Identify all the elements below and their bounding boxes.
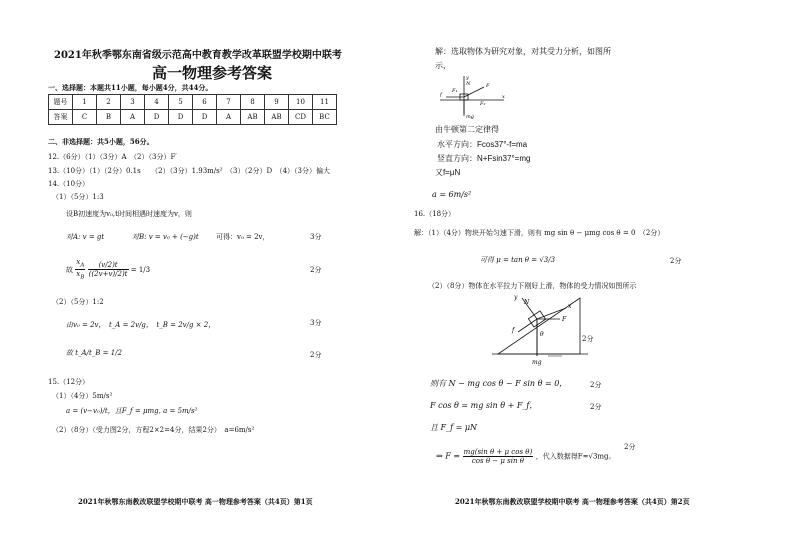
eq4-suffix: ，代入数据得F=√3mg。 [535,452,616,461]
eq4-fraction [463,448,534,465]
q14-eq-b: 对B: v = v₀ + (−g)t [132,233,199,241]
newton-label: 由牛顿第二定律得 [435,125,499,134]
q15-part1: （1）（4分）5m/s² [52,392,113,400]
table-cell: 8 [241,95,265,110]
eq2: F cos θ = mg sin θ + F_f， [430,401,538,410]
score: 2分 [670,257,682,265]
force-label: F₂ [480,101,486,107]
table-cell: 题号 [49,95,73,110]
score: 2分 [624,443,636,451]
force-diagram-2 [488,290,598,370]
eq3: 且 F_f = μN [430,423,478,432]
page-subtitle: 高一物理参考答案 [152,65,273,82]
q16-part1-result: 可得 μ = tan θ = √3/3 [480,256,556,264]
force-label: mg [532,359,542,366]
q14-part2: （2）（5分）1:2 [52,298,104,306]
ratio-result: = 1/3 [130,265,151,274]
score: 3分 [310,233,322,241]
axis-label: x [568,303,572,310]
force-label: mg [466,114,474,120]
q14-part1: （1）（5分）1:3 [52,193,104,201]
table-cell: D [193,110,217,125]
force-label: f [440,92,442,98]
q15-part2: （2）（8分）（受力图2分，方程2×2=4分，结果2分） a=6m/s² [52,426,255,434]
q14-ratio2: 故 t_A/t_B = 1/2 [66,349,122,357]
q16-part2: （2）（8分）物体在水平拉力下刚好上滑，物体的受力情况如图所示 [428,282,637,290]
q14-ratio [66,258,150,282]
table-cell: 1 [73,95,97,110]
eq4-denominator: cos θ − μ sin θ [471,457,524,465]
table-cell: BC [313,110,337,125]
ratio-fraction: $\frac{x_A}{x_B}$ [76,258,85,281]
table-cell: 10 [289,95,313,110]
q14-eq-a: 对A: v = gt [66,233,105,241]
footer-right: 2021年秋鄂东南教改联盟学校期中联考 高一物理参考答案（共4页）第2页 [455,497,690,506]
q14-eq-c: 可得：v₀ = 2v， [216,233,270,241]
q12-answer: 12.（6分）（1）（3分）A （2）（3分）F′ [48,153,177,161]
table-cell: AB [241,110,265,125]
q16-part1: 解：（1）（4分）物块开始匀速下滑，则有 mg sin θ − μmg cos θ = 0 （2分） [414,229,665,237]
vertical-eq: 竖直方向：N+Fsin37°=mg [437,154,531,163]
table-cell: 2 [97,95,121,110]
table-cell: 9 [265,95,289,110]
table-cell: 4 [145,95,169,110]
table-cell: D [145,110,169,125]
force-label: N [524,299,530,306]
eq1: 则有 N − mg cos θ − F sin θ = 0， [430,379,568,388]
score: 2分 [582,335,594,343]
q15-heading: 15.（12分） [48,378,90,386]
friction-arrow [518,319,537,332]
table-row [49,110,337,125]
table-cell: A [217,110,241,125]
score: 2分 [590,381,602,389]
friction-eq: 又f=μN [435,168,461,177]
intro-line1: 解：选取物体为研究对象，对其受力分析，如图所 [435,47,611,56]
table-cell: D [169,110,193,125]
q14-heading: 14.（10分） [48,180,90,188]
table-cell: B [97,110,121,125]
q13-answer: 13.（10分）（1）（2分）0.1s （2）（3分）1.93m/s² （3）（2分）D （4）（3分）偏大 [48,167,330,175]
q14-eq-d: 由v₀ = 2v， t_A = 2v/g， t_B = 2v/g × 2， [66,321,216,329]
force-label: N [466,81,471,87]
score: 3分 [310,319,322,327]
force-diagram-1 [432,72,512,122]
score: 2分 [590,403,602,411]
eq4-prefix: ⇒ F = [436,451,461,461]
axis-label: y [514,294,518,301]
table-cell: 7 [217,95,241,110]
score: 2分 [310,266,322,274]
force-label: F [562,316,567,323]
q14-setup: 设B初速度为v₀,t时间相遇时速度为v，则 [66,210,192,218]
table-cell: CD [289,110,313,125]
axis-label: y [466,75,469,81]
header-title: 2021年秋季鄂东南省级示范高中教育教学改革联盟学校期中联考 [54,50,342,61]
section2-heading: 二、非选择题：共5小题，56分。 [48,137,154,146]
eq4 [436,448,616,465]
force-label: f [512,327,515,334]
q16-heading: 16.（18分） [414,210,456,218]
table-cell: 5 [169,95,193,110]
force-f-arrow [464,87,484,97]
table-cell: C [73,110,97,125]
force-label: F [486,83,490,89]
intro-line2: 示， [435,61,451,70]
table-cell: 11 [313,95,337,110]
table-cell: A [121,110,145,125]
horizontal-eq: 水平方向：Fcos37°-f=ma [437,140,528,149]
q15-part1-eq: a = (v−v₀)/t，且F_f = μmg, a = 5m/s² [66,407,198,415]
table-cell: AB [265,110,289,125]
axis-label: x [502,94,505,100]
answer-table [48,94,337,125]
section1-heading: 一、选择题：本题共11小题，每小题4分，共44分。 [48,83,213,92]
eq4-numerator: mg(sin θ + μ cos θ) [463,448,533,456]
table-cell: 3 [121,95,145,110]
footer-left: 2021年秋鄂东南教改联盟学校期中联考 高一物理参考答案（共4页）第1页 [78,497,313,506]
force-label: F₁ [452,88,458,94]
ratio-expansion: $\frac{(v/2)t}{((2v+v)/2)t}$ [88,261,128,279]
table-cell: 答案 [49,110,73,125]
angle-label: θ [540,331,544,338]
table-row [49,95,337,110]
score: 2分 [310,351,322,359]
table-cell: 6 [193,95,217,110]
result-a: a = 6m/s² [432,190,472,199]
ratio-prefix: 故 [66,265,73,274]
